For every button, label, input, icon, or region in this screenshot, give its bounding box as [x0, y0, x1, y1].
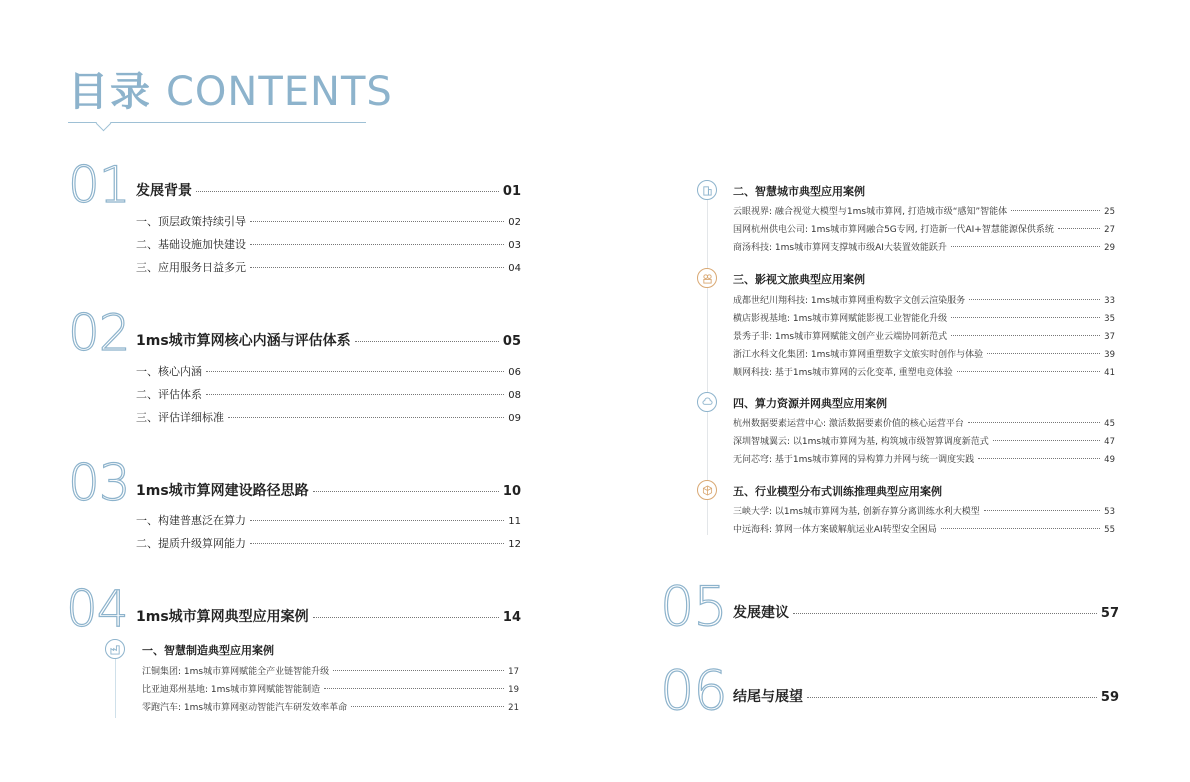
toc-entry[interactable]: [733, 293, 1115, 306]
page-number: 12: [508, 539, 521, 550]
dot-leader: [324, 688, 504, 689]
dot-leader: [968, 422, 1100, 423]
page-number: 55: [1104, 525, 1115, 535]
dot-leader: [987, 353, 1100, 354]
toc-entry[interactable]: [733, 204, 1115, 217]
toc-entry[interactable]: [733, 416, 1115, 429]
page-number: 01: [502, 184, 521, 199]
contents-title: [68, 60, 393, 117]
page-number: 09: [508, 413, 521, 424]
entry-title: 无问芯穹: 基于1ms城市算网的异构算力并网与统一调度实践: [733, 455, 975, 465]
dot-leader: [196, 191, 499, 192]
entry-title: 三峡大学: 以1ms城市算网为基, 创新存算分离训练水利大模型: [733, 507, 980, 517]
page-number: 21: [508, 703, 519, 713]
toc-entry[interactable]: [733, 311, 1115, 324]
toc-entry[interactable]: [733, 365, 1115, 378]
toc-entry-section-03[interactable]: [136, 480, 521, 500]
dot-leader: [250, 520, 504, 521]
section-title: 结尾与展望: [733, 689, 803, 705]
entry-title: 三、评估详细标准: [136, 411, 224, 424]
entry-title: 一、顶层政策持续引导: [136, 215, 246, 228]
page-number: 27: [1104, 225, 1115, 235]
toc-entry[interactable]: [136, 512, 521, 528]
page-number: 02: [508, 217, 521, 228]
toc-entry[interactable]: [733, 522, 1115, 535]
toc-entry[interactable]: [142, 700, 519, 713]
page-number: 39: [1104, 350, 1115, 360]
entry-title: 成都世纪川翔科技: 1ms城市算网重构数字文创云渲染服务: [733, 296, 966, 306]
entry-title: 景秀子非: 1ms城市算网赋能文创产业云端协同新范式: [733, 332, 948, 342]
section-title: 1ms城市算网核心内涵与评估体系: [136, 333, 351, 349]
entry-title: 横店影视基地: 1ms城市算网赋能影视工业智能化升级: [733, 314, 948, 324]
entry-title: 比亚迪郑州基地: 1ms城市算网赋能智能制造: [142, 685, 321, 695]
city-building-icon: [697, 180, 717, 200]
page-number: 19: [508, 685, 519, 695]
entry-title: 二、评估体系: [136, 388, 202, 401]
page-number: 41: [1104, 368, 1115, 378]
page-number: 06: [508, 367, 521, 378]
toc-entry[interactable]: [136, 213, 521, 229]
toc-entry[interactable]: [136, 236, 521, 252]
dot-leader: [1011, 210, 1100, 211]
page-number: 03: [508, 240, 521, 251]
toc-entry[interactable]: [733, 347, 1115, 360]
page-number: 57: [1100, 606, 1119, 621]
group-title: 一、智慧制造典型应用案例: [142, 644, 274, 657]
toc-entry[interactable]: [136, 386, 521, 402]
entry-title: 二、基础设施加快建设: [136, 238, 246, 251]
group-title: 五、行业模型分布式训练推理典型应用案例: [733, 485, 942, 498]
entry-title: 一、核心内涵: [136, 365, 202, 378]
dot-leader: [969, 299, 1100, 300]
section-title: 1ms城市算网建设路径思路: [136, 483, 309, 499]
page-number: 29: [1104, 243, 1115, 253]
toc-entry[interactable]: [733, 434, 1115, 447]
dot-leader: [228, 417, 504, 418]
entry-title: 深圳智城翼云: 以1ms城市算网为基, 构筑城市级智算调度新范式: [733, 437, 989, 447]
page-number: 37: [1104, 332, 1115, 342]
dot-leader: [951, 317, 1100, 318]
section-number-03: 03: [68, 454, 130, 512]
toc-entry-section-01[interactable]: [136, 180, 521, 200]
page-number: 59: [1100, 690, 1119, 705]
dot-leader: [951, 246, 1100, 247]
toc-entry[interactable]: [142, 682, 519, 695]
cube-model-icon: [697, 480, 717, 500]
toc-entry[interactable]: [136, 409, 521, 425]
toc-entry[interactable]: [136, 259, 521, 275]
toc-entry[interactable]: [733, 222, 1115, 235]
dot-leader: [1058, 228, 1100, 229]
title-en: CONTENTS: [166, 69, 393, 115]
title-underline: [68, 122, 366, 123]
page-number: 25: [1104, 207, 1115, 217]
title-underline-notch: [96, 116, 112, 132]
section-title: 发展背景: [136, 183, 192, 199]
entry-title: 一、构建普惠泛在算力: [136, 514, 246, 527]
entry-title: 杭州数据要素运营中心: 激活数据要素价值的核心运营平台: [733, 419, 964, 429]
entry-title: 云眼视界: 融合视觉大模型与1ms城市算网, 打造城市级“感知”智能体: [733, 207, 1008, 217]
dot-leader: [941, 528, 1100, 529]
dot-leader: [984, 510, 1100, 511]
entry-title: 三、应用服务日益多元: [136, 261, 246, 274]
toc-entry[interactable]: [733, 240, 1115, 253]
group-title: 二、智慧城市典型应用案例: [733, 185, 865, 198]
toc-entry-section-05[interactable]: [733, 602, 1119, 622]
dot-leader: [206, 371, 504, 372]
page-number: 53: [1104, 507, 1115, 517]
entry-title: 浙江水科文化集团: 1ms城市算网重塑数字文旅实时创作与体验: [733, 350, 984, 360]
section-title: 1ms城市算网典型应用案例: [136, 609, 309, 625]
dot-leader: [793, 613, 1097, 614]
dot-leader: [250, 221, 504, 222]
dot-leader: [333, 670, 504, 671]
page-number: 10: [502, 484, 521, 499]
dot-leader: [313, 491, 499, 492]
dot-leader: [355, 341, 499, 342]
dot-leader: [978, 458, 1100, 459]
section-number-06: 06: [660, 659, 727, 722]
dot-leader: [313, 617, 499, 618]
dot-leader: [250, 244, 504, 245]
page-number: 49: [1104, 455, 1115, 465]
entry-title: 顺网科技: 基于1ms城市算网的云化变革, 重塑电竞体验: [733, 368, 953, 378]
section-number-02: 02: [68, 304, 130, 362]
entry-title: 中远海科: 算网一体方案破解航运业AI转型安全困局: [733, 525, 937, 535]
page-number: 45: [1104, 419, 1115, 429]
dot-leader: [250, 267, 504, 268]
page-number: 33: [1104, 296, 1115, 306]
entry-title: 零跑汽车: 1ms城市算网驱动智能汽车研发效率革命: [142, 703, 348, 713]
title-cn: 目录: [68, 69, 152, 115]
group-title: 三、影视文旅典型应用案例: [733, 273, 865, 286]
section-title: 发展建议: [733, 605, 789, 621]
page-number: 47: [1104, 437, 1115, 447]
toc-entry-section-06[interactable]: [733, 686, 1119, 706]
toc-entry[interactable]: [733, 329, 1115, 342]
entry-title: 二、提质升级算网能力: [136, 537, 246, 550]
page-number: 35: [1104, 314, 1115, 324]
page-number: 11: [508, 516, 521, 527]
section-number-01: 01: [68, 156, 130, 214]
entry-title: 江铜集团: 1ms城市算网赋能全产业链智能升级: [142, 667, 330, 677]
dot-leader: [250, 543, 504, 544]
cloud-network-icon: [697, 392, 717, 412]
dot-leader: [807, 697, 1097, 698]
film-camera-icon: [697, 268, 717, 288]
dot-leader: [993, 440, 1100, 441]
section-number-05: 05: [660, 575, 727, 638]
factory-icon: [105, 639, 125, 659]
dot-leader: [957, 371, 1100, 372]
toc-entry[interactable]: [733, 504, 1115, 517]
toc-entry-section-04[interactable]: [136, 606, 521, 626]
page-number: 08: [508, 390, 521, 401]
page-number: 14: [502, 610, 521, 625]
entry-title: 国网杭州供电公司: 1ms城市算网融合5G专网, 打造新一代AI+智慧能源保供系统: [733, 225, 1054, 235]
toc-entry-section-02[interactable]: [136, 330, 521, 350]
toc-entry[interactable]: [136, 535, 521, 551]
toc-entry[interactable]: [733, 452, 1115, 465]
toc-entry[interactable]: [142, 664, 519, 677]
entry-title: 商汤科技: 1ms城市算网支撑城市级AI大装置效能跃升: [733, 243, 947, 253]
page-number: 04: [508, 263, 521, 274]
group-title: 四、算力资源并网典型应用案例: [733, 397, 887, 410]
dot-leader: [951, 335, 1100, 336]
toc-entry[interactable]: [136, 363, 521, 379]
dot-leader: [351, 706, 504, 707]
page-number: 17: [508, 667, 519, 677]
page-number: 05: [502, 334, 521, 349]
dot-leader: [206, 394, 504, 395]
section-number-04: 04: [66, 580, 128, 638]
